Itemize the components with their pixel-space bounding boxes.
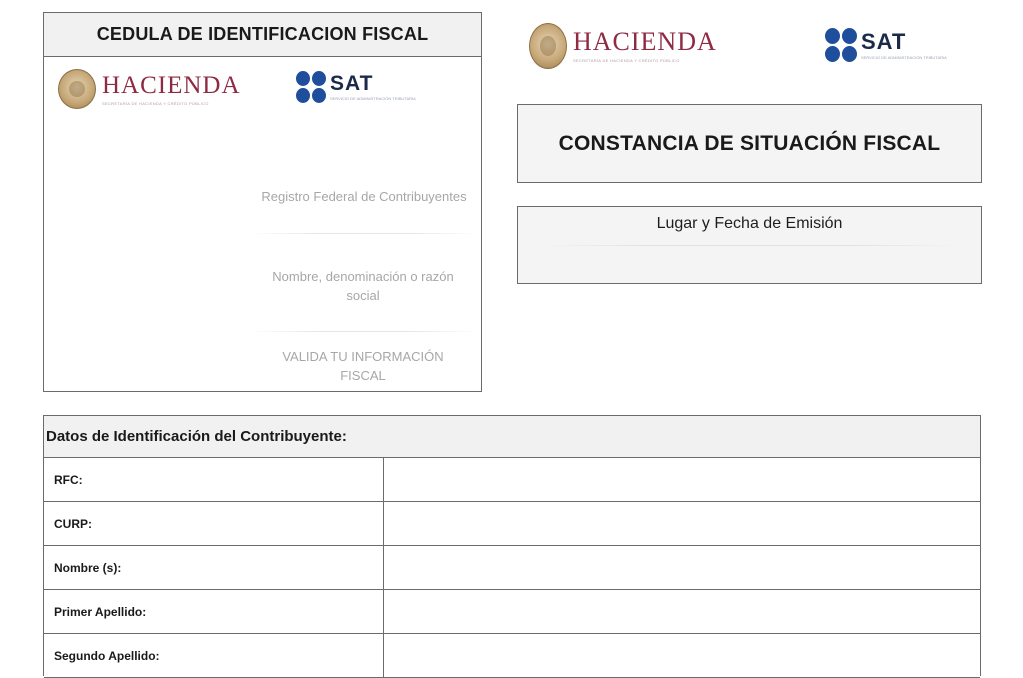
sat-dots-icon bbox=[825, 28, 857, 62]
hacienda-header-subtitle: SECRETARÍA DE HACIENDA Y CRÉDITO PÚBLICO bbox=[573, 58, 680, 63]
lugar-fecha-label: Lugar y Fecha de Emisión bbox=[656, 215, 843, 232]
primer-apellido-label: Primer Apellido: bbox=[44, 590, 384, 633]
table-row bbox=[44, 590, 980, 634]
segundo-apellido-label: Segundo Apellido: bbox=[44, 634, 384, 677]
cedula-rfc-label: Registro Federal de Contribuyentes bbox=[261, 189, 467, 204]
constancia-title: CONSTANCIA DE SITUACIÓN FISCAL bbox=[558, 131, 941, 155]
sat-header-text: SAT bbox=[861, 28, 907, 54]
cedula-nombre-line bbox=[249, 331, 479, 332]
constancia-title-box bbox=[517, 104, 982, 183]
cedula-valida-link[interactable]: VALIDA TU INFORMACIÓN FISCAL bbox=[282, 349, 444, 383]
hacienda-logo bbox=[58, 69, 241, 109]
sat-header-subtitle: SERVICIO DE ADMINISTRACIÓN TRIBUTARIA bbox=[861, 54, 947, 60]
lugar-fecha-line bbox=[538, 245, 961, 246]
datos-identificacion-table bbox=[43, 415, 981, 676]
hacienda-seal-icon bbox=[58, 69, 96, 109]
table-row bbox=[44, 634, 980, 678]
sat-logo-subtitle: SERVICIO DE ADMINISTRACIÓN TRIBUTARIA bbox=[330, 96, 416, 101]
sat-logo bbox=[296, 71, 416, 103]
table-row bbox=[44, 502, 980, 546]
segundo-apellido-value bbox=[384, 634, 980, 677]
rfc-label: RFC: bbox=[44, 458, 384, 501]
table-row bbox=[44, 546, 980, 590]
table-row bbox=[44, 458, 980, 502]
hacienda-logo-text: HACIENDA bbox=[102, 71, 241, 99]
primer-apellido-value bbox=[384, 590, 980, 633]
cedula-title: CEDULA DE IDENTIFICACION FISCAL bbox=[44, 13, 481, 57]
sat-header-logo bbox=[825, 28, 947, 62]
nombre-value bbox=[384, 546, 980, 589]
sat-logo-text: SAT bbox=[330, 72, 374, 95]
datos-title: Datos de Identificación del Contribuyente: bbox=[44, 416, 980, 458]
cedula-card bbox=[43, 12, 482, 392]
sat-dots-icon bbox=[296, 71, 326, 103]
hacienda-header-logo bbox=[529, 23, 717, 69]
nombre-label: Nombre (s): bbox=[44, 546, 384, 589]
lugar-fecha-box bbox=[517, 206, 982, 284]
rfc-value bbox=[384, 458, 980, 501]
cedula-rfc-line bbox=[249, 233, 479, 234]
cedula-nombre-label: Nombre, denominación o razón social bbox=[272, 269, 454, 303]
hacienda-header-text: HACIENDA bbox=[573, 27, 717, 56]
hacienda-seal-icon bbox=[529, 23, 567, 69]
curp-label: CURP: bbox=[44, 502, 384, 545]
hacienda-logo-subtitle: SECRETARÍA DE HACIENDA Y CRÉDITO PÚBLICO bbox=[102, 100, 209, 106]
curp-value bbox=[384, 502, 980, 545]
